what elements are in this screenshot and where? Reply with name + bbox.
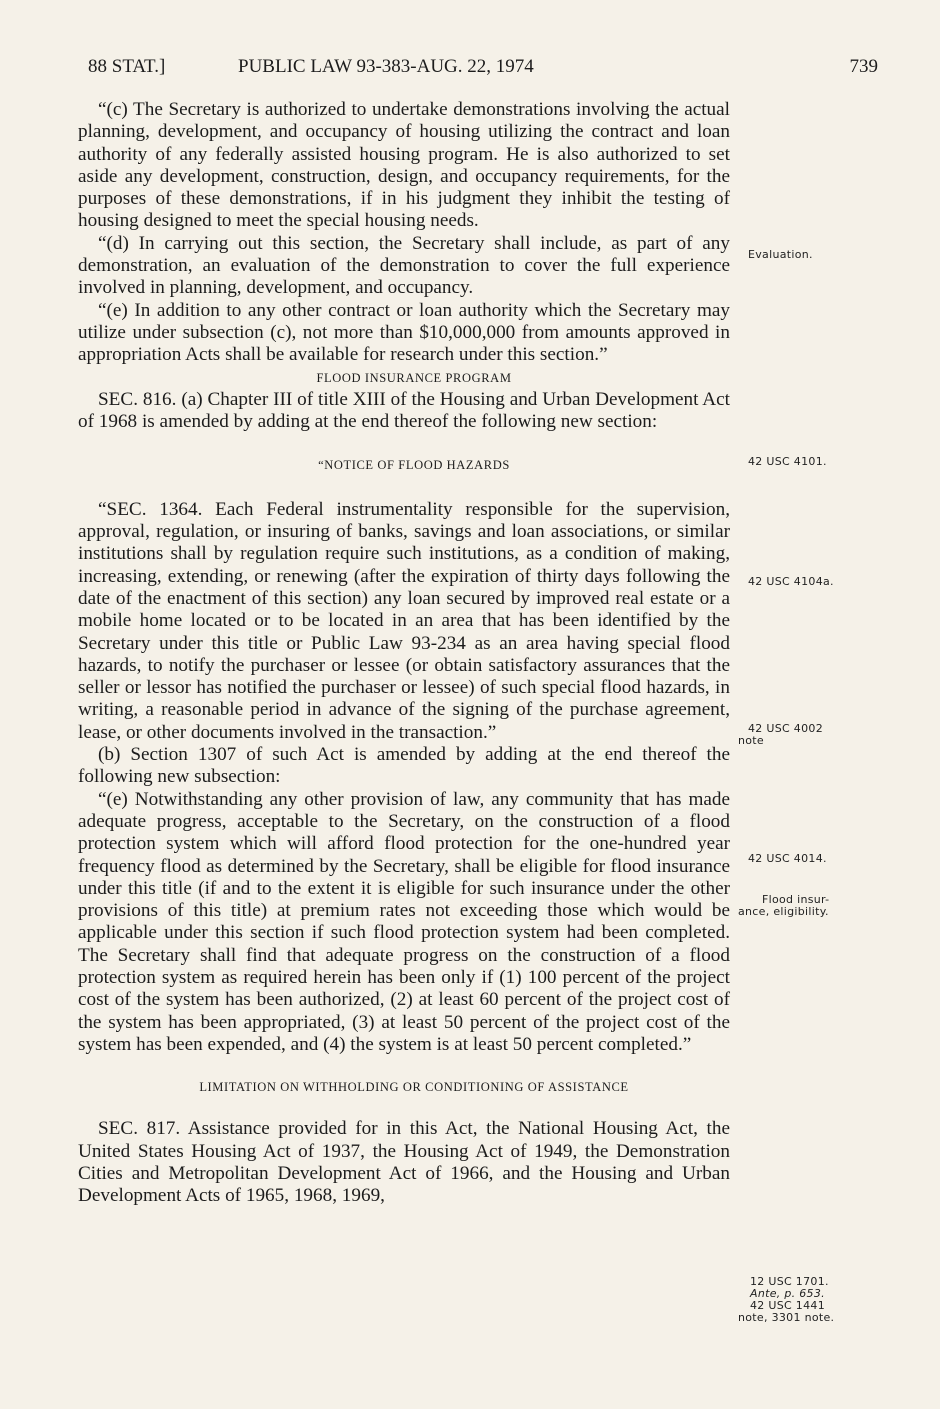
heading-notice-flood-hazards: “NOTICE OF FLOOD HAZARDS — [318, 458, 510, 473]
body-text — [78, 99, 730, 1208]
margin-note-42-usc-4014: 42 USC 4014. — [748, 852, 827, 865]
paragraph-subsection-e: “(e) In addition to any other contract or loan authority which the Secretary may utilize under subsection (c), not more than $10,000,000 from amounts approved in appropriation Acts shall be available for research under this section.” — [78, 299, 730, 366]
margin-note-12-usc-1701: 12 USC 1701. Ante, p. 653. 42 USC 1441 note, 3301 note. — [738, 1275, 835, 1324]
paragraph-sec-1364: “SEC. 1364. Each Federal instrumentality responsible for the supervision, approval, regulation, or insuring of banks, savings and loan associations, or similar institutions shall by regulation require such institutions, as a condition of making, increasing, extending, or renewing (after the expiration of thirty days following the date of the enactment of this section) any loan secured by improved real estate or a mobile home located or to be located in an area that has been identified by the Secretary under this title or Public Law 93-234 as an area having special flood hazards, to notify the purchaser or lessee (or obtain satisfactory assurances that the seller or lessor has notified the purchaser or lessee) of such special flood hazards, in writing, a reasonable period in advance of the signing of the purchase agreement, lease, or other documents involved in the transaction.” — [78, 498, 730, 743]
paragraph-subsection-d: “(d) In carrying out this section, the Secretary shall include, as part of any demonstration, an evaluation of the demonstration to cover the full experience involved in planning, development, and occupancy. — [78, 232, 730, 299]
heading-flood-insurance: FLOOD INSURANCE PROGRAM — [316, 370, 512, 385]
paragraph-sec-817: SEC. 817. Assistance provided for in this Act, the National Housing Act, the United States Housing Act of 1937, the Housing Act of 1949, the Demonstration Cities and Metropolitan Development Act of 1966, and the Housing and Urban Development Acts of 1965, 1968, 1969, — [78, 1118, 730, 1207]
margin-note-42-usc-4002: 42 USC 4002 note — [738, 722, 823, 747]
page-header — [88, 56, 880, 86]
margin-note-flood-insurance-eligibility: Flood insur- ance, eligibility. — [738, 893, 830, 918]
page-number: 739 — [849, 56, 878, 77]
paragraph-sec-816: SEC. 816. (a) Chapter III of title XIII of the Housing and Urban Development Act of 1968 is amended by adding at the end thereof the following new section: — [78, 388, 730, 433]
margin-note-42-usc-4104a: 42 USC 4104a. — [748, 575, 834, 588]
margin-note-42-usc-4101: 42 USC 4101. — [748, 455, 827, 468]
heading-limitation: LIMITATION ON WITHHOLDING OR CONDITIONING OF ASSISTANCE — [199, 1080, 629, 1095]
margin-note-evaluation: Evaluation. — [748, 248, 813, 261]
paragraph-subsection-b: (b) Section 1307 of such Act is amended by adding at the end thereof the following new subsection: — [78, 744, 730, 788]
statute-reference: 88 STAT.] — [88, 56, 166, 77]
running-title: PUBLIC LAW 93-383-AUG. 22, 1974 — [238, 56, 534, 77]
paragraph-subsection-c: “(c) The Secretary is authorized to undertake demonstrations involving the actual planning, development, and occupancy of housing utilizing the contract and loan authority of any federally assisted housing program. He is also authorized to set aside any development, construction, design, and occupancy requirements, for the purposes of these demonstrations, if in his judgment they inhibit the testing of housing designed to meet the special housing needs. — [78, 99, 730, 232]
paragraph-flood-protection-e: “(e) Notwithstanding any other provision of law, any community that has made adequate progress, acceptable to the Secretary, on the construction of a flood protection system which will afford flood protection for the one-hundred year frequency flood as determined by the Secretary, shall be eligible for flood insurance under this title (if and to the extent it is eligible for such insurance under the other provisions of this title) at premium rates not exceeding those which would be applicable under this section if such flood protection system had been completed. The Secretary shall find that adequate progress on the construction of a flood protection system as required herein has been only if (1) 100 percent of the project cost of the system has been authorized, (2) at least 60 percent of the project cost of the system has been appropriated, (3) at least 50 percent of the project cost of the system has been expended, and (4) the system is at least 50 percent completed.” — [78, 788, 730, 1055]
